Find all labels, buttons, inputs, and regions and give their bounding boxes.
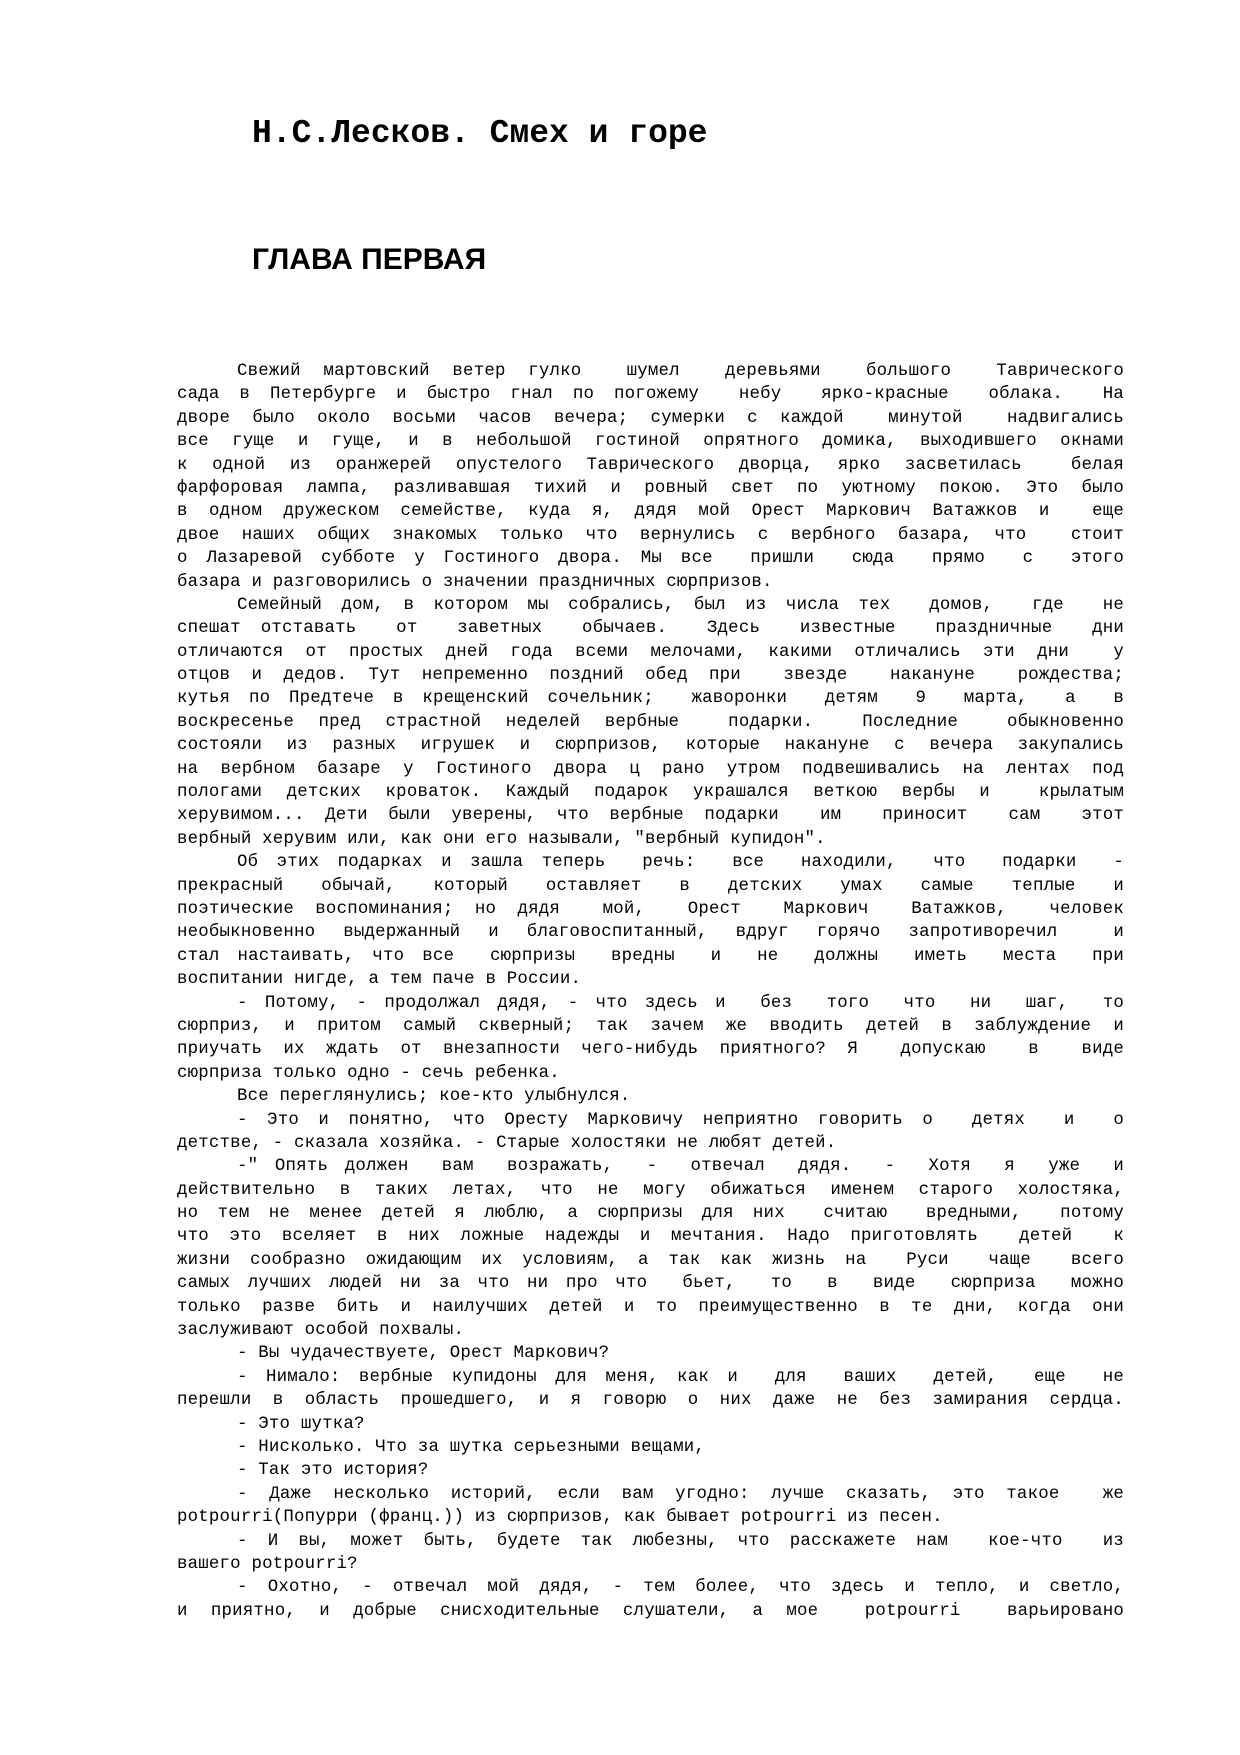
text-line: сюрприза только одно - сечь ребенка. [177,1063,560,1083]
chapter-heading: ГЛАВА ПЕРВАЯ [252,243,487,276]
text-line: - Нисколько. Что за шутка серьезными вещами, [237,1437,705,1457]
text-line: Об этих подарках и зашла теперь речь: все находили, что подарки - [237,853,1124,873]
text-line: но тем не менее детей я люблю, а сюрпризы для них считаю вредными, потому [177,1204,1124,1224]
text-line: перешли в область прошедшего, и я говорю о них даже не без замирания сердца. [177,1391,1124,1411]
document-title: Н.С.Лесков. Смех и горе [252,115,708,152]
text-line: в одном дружеском семействе, куда я, дядя мой Орест Маркович Ватажков и еще [177,502,1124,522]
text-line: все гуще и гуще, и в небольшой гостиной опрятного домика, выходившего окнами [177,432,1124,452]
text-line: - Так это история? [237,1461,429,1481]
text-line: детстве, - сказала хозяйка. - Старые холостяки не любят детей. [177,1133,837,1153]
text-line: и приятно, и добрые снисходительные слушатели, а мое potpourri варьировано [177,1601,1124,1621]
text-line: стал настаивать, что все сюрпризы вредны и не должны иметь места при [177,946,1124,966]
text-line: только разве бить и наилучших детей и то преимущественно в те дни, когда они [177,1297,1124,1317]
text-line: Семейный дом, в котором мы собрались, был из числа тех домов, где не [237,595,1124,615]
text-line: пологами детских кроваток. Каждый подарок украшался веткою вербы и крылатым [177,783,1124,803]
text-line: спешат отставать от заветных обычаев. Здесь известные праздничные дни [177,619,1124,639]
story-text [177,360,1124,1630]
text-line: дворе было около восьми часов вечера; сумерки с каждой минутой надвигались [177,408,1124,428]
text-line: базара и разговорились о значении праздничных сюрпризов. [177,572,773,592]
text-line: - Вы чудачествуете, Орест Маркович? [237,1344,610,1364]
text-line: самых лучших людей ни за что ни про что бьет, то в виде сюрприза можно [177,1274,1124,1294]
text-line: - Нимало: вербные купидоны для меня, как и для ваших детей, еще не [237,1367,1124,1387]
text-line: Все переглянулись; кое-кто улыбнулся. [237,1087,631,1107]
text-line: - Потому, - продолжал дядя, - что здесь и без того что ни шаг, то [237,993,1124,1013]
text-line: двое наших общих знакомых только что вернулись с вербного базара, что стоит [177,525,1124,545]
text-line: -" Опять должен вам возражать, - отвечал дядя. - Хотя я уже и [237,1157,1124,1177]
text-line: на вербном базаре у Гостиного двора ц рано утром подвешивались на лентах под [177,759,1124,779]
text-line: что это вселяет в них ложные надежды и мечтания. Надо приготовлять детей к [177,1227,1124,1247]
text-line: вербный херувим или, как они его называли, "вербный купидон". [177,829,826,849]
text-line: действительно в таких летах, что не могу обижаться именем старого холостяка, [177,1180,1124,1200]
text-line: воспитании нигде, а тем паче в России. [177,970,582,990]
text-line: - Даже несколько историй, если вам угодно: лучше сказать, это такое же [237,1484,1124,1504]
text-line: к одной из оранжерей опустелого Таврического дворца, ярко засветилась белая [177,455,1124,475]
text-line: необыкновенно выдержанный и благовоспитанный, вдруг горячо запротиворечил и [177,923,1124,943]
text-line: - Это шутка? [237,1414,365,1434]
text-line: о Лазаревой субботе у Гостиного двора. Мы все пришли сюда прямо с этого [177,549,1124,569]
text-line: Свежий мартовский ветер гулко шумел деревьями большого Таврического [237,362,1124,381]
text-line: вашего potpourri? [177,1554,358,1574]
text-line: сада в Петербурге и быстро гнал по погожему небу ярко-красные облака. На [177,385,1124,405]
text-line: кутья по Предтече в крещенский сочельник; жаворонки детям 9 марта, а в [177,689,1124,709]
text-line: сюрприз, и притом самый скверный; так зачем же вводить детей в заблуждение и [177,1016,1124,1036]
text-line: - Это и понятно, что Оресту Марковичу неприятно говорить о детях и о [237,1110,1124,1130]
text-line: жизни сообразно ожидающим их условиям, а так как жизнь на Руси чаще всего [177,1250,1124,1270]
text-line: отцов и дедов. Тут непременно поздний обед при звезде накануне рождества; [177,666,1124,686]
text-line: прекрасный обычай, который оставляет в детских умах самые теплые и [177,876,1124,896]
text-line: воскресенье пред страстной неделей вербные подарки. Последние обыкновенно [177,712,1124,732]
text-line: поэтические воспоминания; но дядя мой, Орест Маркович Ватажков, человек [177,899,1124,919]
text-line: - И вы, может быть, будете так любезны, что расскажете нам кое-что из [237,1531,1124,1551]
text-line: фарфоровая лампа, разливавшая тихий и ровный свет по уютному покою. Это было [177,478,1124,498]
text-line: - Охотно, - отвечал мой дядя, - тем более, что здесь и тепло, и светло, [237,1578,1124,1598]
text-line: херувимом... Дети были уверены, что вербные подарки им приносит сам этот [177,806,1124,826]
text-line: отличаются от простых дней года всеми мелочами, какими отличались эти дни у [177,642,1124,662]
text-line: приучать их ждать от внезапности чего-нибудь приятного? Я допускаю в виде [177,1040,1124,1060]
text-line: заслуживают особой похвалы. [177,1321,465,1341]
text-line: состояли из разных игрушек и сюрпризов, которые накануне с вечера закупались [177,736,1124,756]
text-line: potpourri(Попурри (франц.)) из сюрпризов, как бывает potpourri из песен. [177,1508,943,1528]
